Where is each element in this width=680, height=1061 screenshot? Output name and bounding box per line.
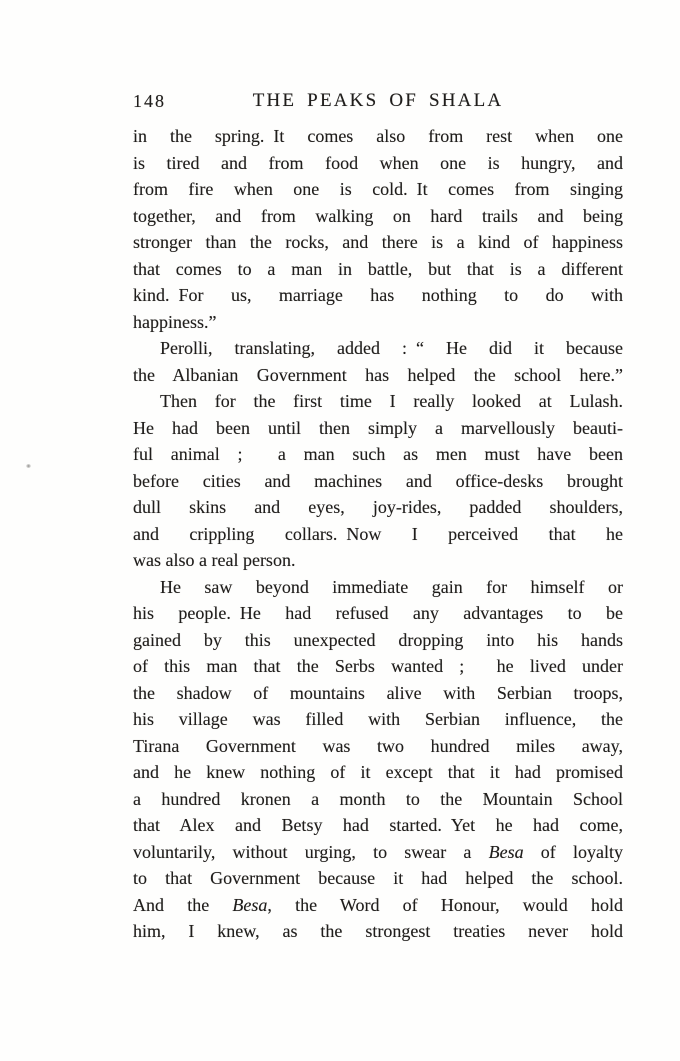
text-line [133,627,623,654]
text-line [133,256,623,283]
text-segment: that comes to a man in battle, but that is a different [133,258,623,279]
text-segment: him, I knew, as the strongest treaties never hold [133,921,623,941]
text-line [133,786,623,813]
text-line [133,706,623,733]
text-line [133,574,623,601]
text-line [133,362,623,389]
text-segment: of loyalty [523,841,623,862]
text-segment: and crippling collars. Now I perceived that he [133,523,623,544]
text-line [133,653,623,680]
italic-text-segment: Besa [488,841,524,862]
text-segment: He had been until then simply a marvellously beauti- [133,417,623,438]
text-line [133,812,623,839]
text-line [133,759,623,786]
page-body [133,123,623,945]
text-line [133,733,623,760]
text-segment: his village was filled with Serbian influence, the [133,709,623,729]
text-segment: was also a real person. [133,550,296,570]
text-segment: a hundred kronen a month to the Mountain School [133,788,623,809]
text-line [133,388,623,415]
text-segment: and he knew nothing of it except that it had promised [133,762,623,782]
text-segment: of this man that the Serbs wanted ; he lived under [133,656,623,676]
text-segment: from fire when one is cold. It comes from singing [133,179,623,199]
text-line [133,309,623,336]
text-segment: the shadow of mountains alive with Serbian troops, [133,682,623,703]
text-line [133,229,623,256]
text-segment: stronger than the rocks, and there is a kind of happiness [133,232,623,252]
ink-speck [26,464,31,468]
text-segment: voluntarily, without urging, to swear a [133,841,489,862]
text-line [133,547,623,574]
text-segment: is tired and from food when one is hungry, and [133,152,623,173]
text-line [133,282,623,309]
text-segment: And the [133,894,233,915]
text-segment: Tirana Government was two hundred miles away, [133,735,623,756]
text-segment: gained by this unexpected dropping into his hands [133,629,623,650]
text-segment: in the spring. It comes also from rest when one [133,126,623,146]
text-block [133,90,623,945]
text-segment: his people. He had refused any advantages to be [133,603,623,623]
text-line [133,892,623,919]
text-segment: He saw beyond immediate gain for himself or [160,576,623,597]
page-number: 148 [133,91,166,111]
text-line [133,468,623,495]
text-line [133,521,623,548]
text-segment: Then for the first time I really looked at Lulash. [160,391,623,411]
text-line [133,441,623,468]
text-segment: kind. For us, marriage has nothing to do with [133,285,623,305]
text-segment: happiness.” [133,311,217,332]
text-segment: before cities and machines and office-desks brought [133,470,623,491]
text-segment: together, and from walking on hard trails and being [133,205,623,226]
text-line [133,203,623,230]
text-segment: , the Word of Honour, would hold [267,894,623,915]
text-line [133,494,623,521]
italic-text-segment: Besa [232,894,268,915]
text-line [133,918,623,945]
text-segment: dull skins and eyes, joy-rides, padded shoulders, [133,497,623,517]
text-line [133,150,623,177]
text-line [133,600,623,627]
text-segment: ful animal ; a man such as men must have been [133,444,623,464]
text-segment: Perolli, translating, added : “ He did it because [160,338,623,358]
text-line [133,335,623,362]
text-line [133,176,623,203]
text-line [133,680,623,707]
text-line [133,415,623,442]
text-segment: to that Government because it had helped the school. [133,868,623,888]
text-line [133,865,623,892]
text-segment: that Alex and Betsy had started. Yet he had come, [133,815,623,835]
text-segment: the Albanian Government has helped the school here.” [133,364,623,385]
text-line [133,123,623,150]
running-title: THE PEAKS OF SHALA [252,90,504,111]
text-line [133,839,623,866]
page-header [133,90,623,112]
